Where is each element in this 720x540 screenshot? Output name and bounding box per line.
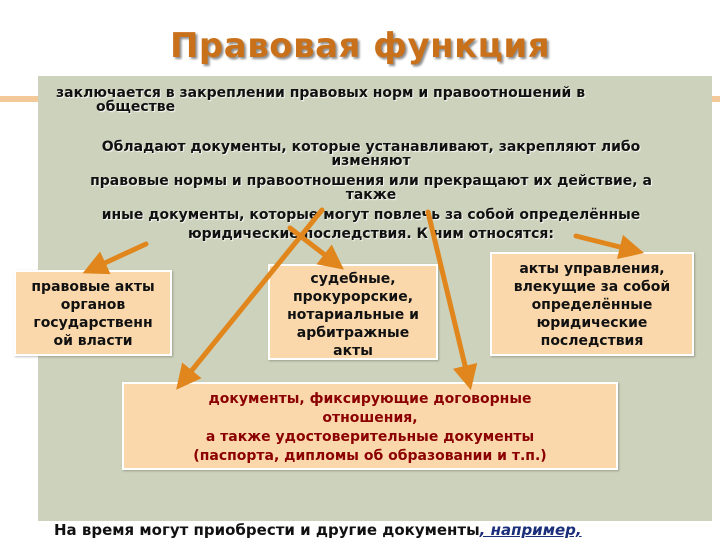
- box3-line: юридические: [536, 315, 648, 331]
- box2-line: судебные,: [310, 271, 396, 287]
- box2-line: акты: [333, 343, 373, 359]
- box3-line: акты управления,: [519, 261, 665, 277]
- footer-main: На время могут приобрести и другие документы: [54, 521, 480, 539]
- box4-line-3: а также удостоверительные документы: [205, 429, 535, 445]
- footer-text: [54, 521, 582, 539]
- footer-emphasis: , например,: [479, 521, 582, 539]
- box4-line-1: документы, фиксирующие договорные: [208, 391, 532, 407]
- box3-line: влекущие за собой: [513, 279, 671, 295]
- para-line-6: юридические последствия. К ним относятся:: [188, 226, 554, 242]
- box4-line-4: (паспорта, дипломы об образовании и т.п.): [193, 448, 547, 464]
- slide-title: Правовая функция: [169, 26, 551, 66]
- box2-line: нотариальные и: [287, 307, 419, 323]
- box3-line: последствия: [540, 333, 644, 349]
- intro-line-1: заключается в закреплении правовых норм и правоотношений в: [56, 85, 586, 101]
- para-line-5: иные документы, которые могут повлечь за собой определённые: [101, 207, 641, 223]
- arrow-to-box3: [576, 236, 632, 250]
- arrow-to-box4-left: [184, 210, 322, 380]
- box1-line: государственн: [33, 315, 153, 331]
- box2-line: арбитражные: [296, 325, 410, 341]
- box1-line: ой власти: [53, 333, 133, 349]
- box3-line: определённые: [531, 297, 653, 313]
- para-line-4: также: [345, 187, 397, 203]
- arrow-to-box1: [94, 244, 146, 268]
- intro-line-2: обществе: [96, 99, 176, 115]
- box1-line: правовые акты: [31, 279, 155, 295]
- para-line-3: правовые нормы и правоотношения или прекращают их действие, а: [90, 173, 652, 189]
- box4-line-2: отношения,: [322, 410, 418, 426]
- box1-line: органов: [60, 297, 126, 313]
- para-line-1: Обладают документы, которые устанавливают, закрепляют либо: [101, 139, 641, 155]
- arrow-to-box4-right: [428, 212, 468, 378]
- para-line-2: изменяют: [331, 153, 411, 169]
- box2-line: прокурорские,: [292, 289, 414, 305]
